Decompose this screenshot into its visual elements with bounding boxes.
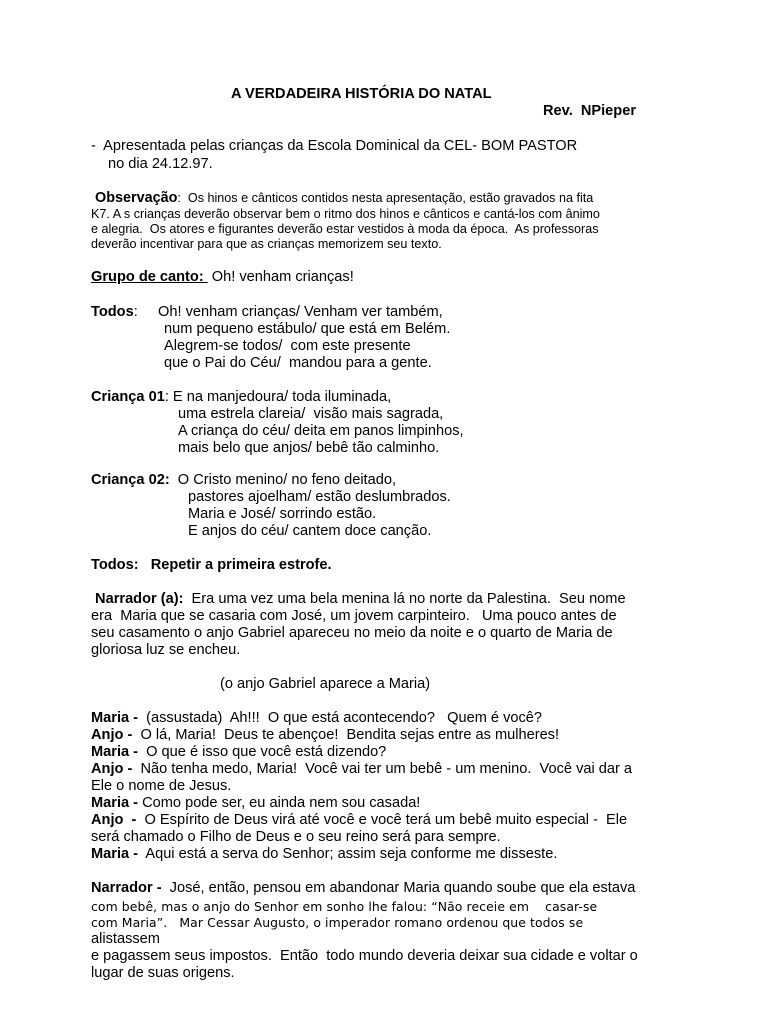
narrador-line-3: seu casamento o anjo Gabriel apareceu no meio da noite e o quarto de Maria de <box>91 625 613 641</box>
author: Rev. NPieper <box>543 103 637 119</box>
crianca01-line-4: mais belo que anjos/ bebê tão calminho. <box>178 440 440 456</box>
crianca01-line-1: Criança 01: E na manjedoura/ toda iluminada, <box>91 389 392 405</box>
todos-line-1: Todos: Oh! venham crianças/ Venham ver também, <box>91 304 443 320</box>
todos-repetir: Todos: Repetir a primeira estrofe. <box>91 557 332 573</box>
crianca01-line-2: uma estrela clareia/ visão mais sagrada, <box>178 406 444 422</box>
narrador-line-2: era Maria que se casaria com José, um jovem carpinteiro. Uma pouco antes de <box>91 608 617 624</box>
dialogue-line: Maria - O que é isso que você está dizendo? <box>91 744 387 760</box>
dialogue-line: Anjo - O Espírito de Deus virá até você e você terá um bebê muito especial - Ele <box>91 812 628 828</box>
crianca02-line-2: pastores ajoelham/ estão deslumbrados. <box>188 489 451 505</box>
narrador-line-4: gloriosa luz se encheu. <box>91 642 241 658</box>
narrador-line-1: Narrador (a): Era uma vez uma bela menina lá no norte da Palestina. Seu nome <box>91 591 626 607</box>
crianca02-line-4: E anjos do céu/ cantem doce canção. <box>188 523 432 539</box>
dialogue-line: Anjo - O lá, Maria! Deus te abençoe! Bendita sejas entre as mulheres! <box>91 727 560 743</box>
narrador2-line-5: e pagassem seus impostos. Então todo mundo deveria deixar sua cidade e voltar o <box>91 948 638 964</box>
observacao-line-4: deverão incentivar para que as crianças memorizem seu texto. <box>91 237 442 251</box>
crianca02-line-1: Criança 02: O Cristo menino/ no feno deitado, <box>91 472 397 488</box>
narrador2-line-2: com bebê, mas o anjo do Senhor em sonho lhe falou: “Não receie em casar-se <box>91 899 598 914</box>
intro-line-2: no dia 24.12.97. <box>108 156 213 172</box>
crianca01-line-3: A criança do céu/ deita em panos limpinhos, <box>178 423 464 439</box>
crianca02-line-3: Maria e José/ sorrindo estão. <box>188 506 377 522</box>
todos-line-3: Alegrem-se todos/ com este presente <box>164 338 411 354</box>
dialogue-line: Maria - Aqui está a serva do Senhor; assim seja conforme me disseste. <box>91 846 558 862</box>
todos-line-2: num pequeno estábulo/ que está em Belém. <box>164 321 451 337</box>
observacao-line-2: K7. A s crianças deverão observar bem o ritmo dos hinos e cânticos e cantá-los com ânimo <box>91 207 600 221</box>
observacao-line-3: e alegria. Os atores e figurantes deverão estar vestidos à moda da época. As professoras <box>91 222 599 236</box>
narrador2-line-3: com Maria”. Mar Cessar Augusto, o imperador romano ordenou que todos se <box>91 915 584 930</box>
intro-line-1: - Apresentada pelas crianças da Escola Dominical da CEL- BOM PASTOR <box>91 138 578 154</box>
dialogue-line: Maria - (assustada) Ah!!! O que está acontecendo? Quem é você? <box>91 710 543 726</box>
dialogue-line: Ele o nome de Jesus. <box>91 778 232 794</box>
dialogue-line: Anjo - Não tenha medo, Maria! Você vai ter um bebê - um menino. Você vai dar a <box>91 761 633 777</box>
narrador2-line-4: alistassem <box>91 931 160 947</box>
dialogue-line: Maria - Como pode ser, eu ainda nem sou casada! <box>91 795 421 811</box>
grupo-canto: Grupo de canto: Oh! venham crianças! <box>91 269 354 285</box>
dialogue-line: será chamado o Filho de Deus e o seu reino será para sempre. <box>91 829 501 845</box>
observacao-line-1: Observação: Os hinos e cânticos contidos nesta apresentação, estão gravados na fita <box>95 190 594 206</box>
stage-direction: (o anjo Gabriel aparece a Maria) <box>220 676 431 692</box>
page-title: A VERDADEIRA HISTÓRIA DO NATAL <box>231 86 492 102</box>
narrador2-line-1: Narrador - José, então, pensou em abandonar Maria quando soube que ela estava <box>91 880 636 896</box>
todos-line-4: que o Pai do Céu/ mandou para a gente. <box>164 355 432 371</box>
narrador2-line-6: lugar de suas origens. <box>91 965 235 981</box>
